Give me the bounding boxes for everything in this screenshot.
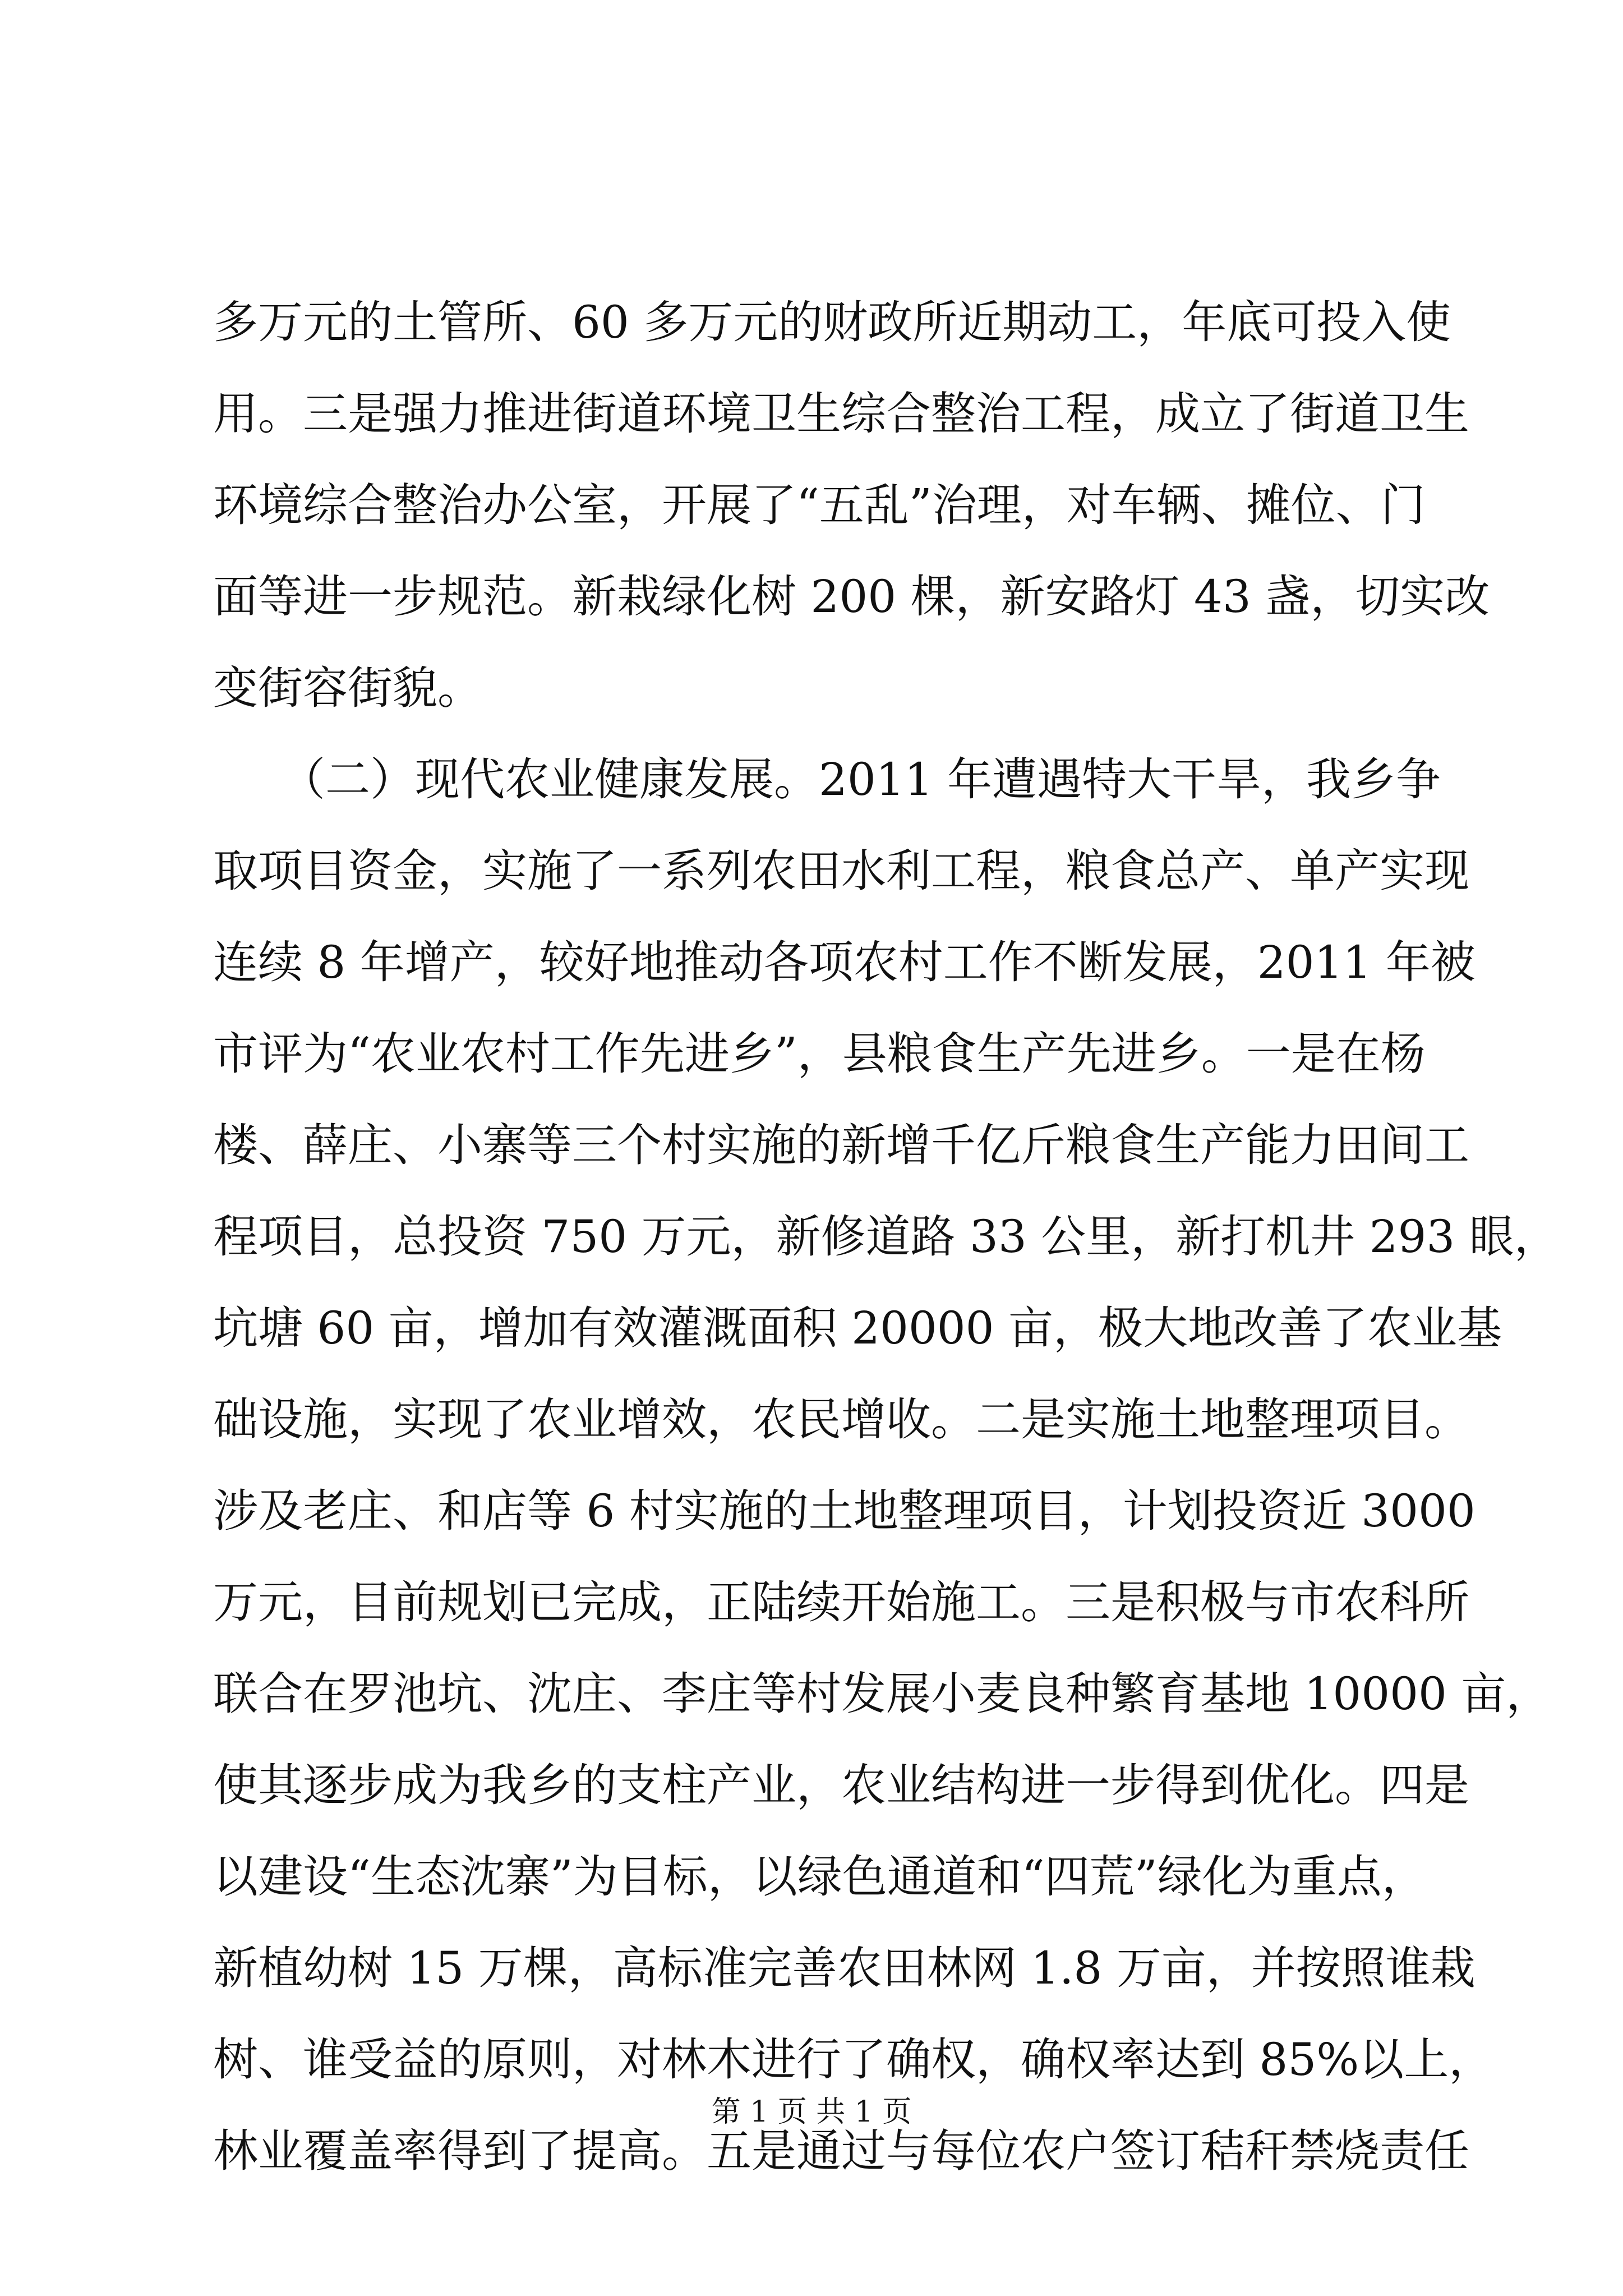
- text-line: 涉及老庄、和店等 6 村实施的土地整理项目，计划投资近 3000: [213, 1485, 1476, 1537]
- text-line: 林业覆盖率得到了提高。五是通过与每位农户签订秸秆禁烧责任: [213, 2125, 1469, 2177]
- text-line: 取项目资金，实施了一系列农田水利工程，粮食总产、单产实现: [213, 845, 1469, 897]
- page-number-footer: 第 1 页 共 1 页: [711, 2095, 912, 2129]
- text-line: 础设施，实现了农业增效，农民增收。二是实施土地整理项目。: [213, 1393, 1469, 1446]
- text-line: 使其逐步成为我乡的支柱产业，农业结构进一步得到优化。四是: [213, 1759, 1469, 1811]
- text-line: 万元，目前规划已完成，正陆续开始施工。三是积极与市农科所: [213, 1576, 1469, 1628]
- text-line: 联合在罗池坑、沈庄、李庄等村发展小麦良种繁育基地 10000 亩，: [213, 1668, 1551, 1720]
- text-line: 环境综合整治办公室，开展了“五乱”治理，对车辆、摊位、门: [213, 479, 1426, 531]
- text-line: 用。三是强力推进街道环境卫生综合整治工程，成立了街道卫生: [213, 388, 1469, 440]
- text-line: 以建设“生态沈寨”为目标，以绿色通道和“四荒”绿化为重点，: [213, 1851, 1427, 1903]
- text-line: 多万元的土管所、60 多万元的财政所近期动工，年底可投入使: [213, 296, 1451, 348]
- text-line: 坑塘 60 亩，增加有效灌溉面积 20000 亩，极大地改善了农业基: [213, 1302, 1502, 1354]
- text-line: 楼、薛庄、小寨等三个村实施的新增千亿斤粮食生产能力田间工: [213, 1119, 1469, 1171]
- text-line: 新植幼树 15 万棵，高标准完善农田林网 1.8 万亩，并按照谁栽: [213, 1942, 1476, 1994]
- text-line: 市评为“农业农村工作先进乡”，县粮食生产先进乡。一是在杨: [213, 1028, 1426, 1080]
- text-line: 面等进一步规范。新栽绿化树 200 棵，新安路灯 43 盏，切实改: [213, 570, 1490, 623]
- text-line: 树、谁受益的原则，对林木进行了确权，确权率达到 85%以上，: [213, 2033, 1494, 2086]
- text-line: 程项目，总投资 750 万元，新修道路 33 公里，新打机井 293 眼，: [213, 1211, 1559, 1263]
- text-line: 连续 8 年增产，较好地推动各项农村工作不断发展，2011 年被: [213, 936, 1476, 988]
- text-line: （二）现代农业健康发展。2011 年遭遇特大干旱，我乡争: [213, 753, 1441, 806]
- text-line: 变街容街貌。: [213, 662, 482, 714]
